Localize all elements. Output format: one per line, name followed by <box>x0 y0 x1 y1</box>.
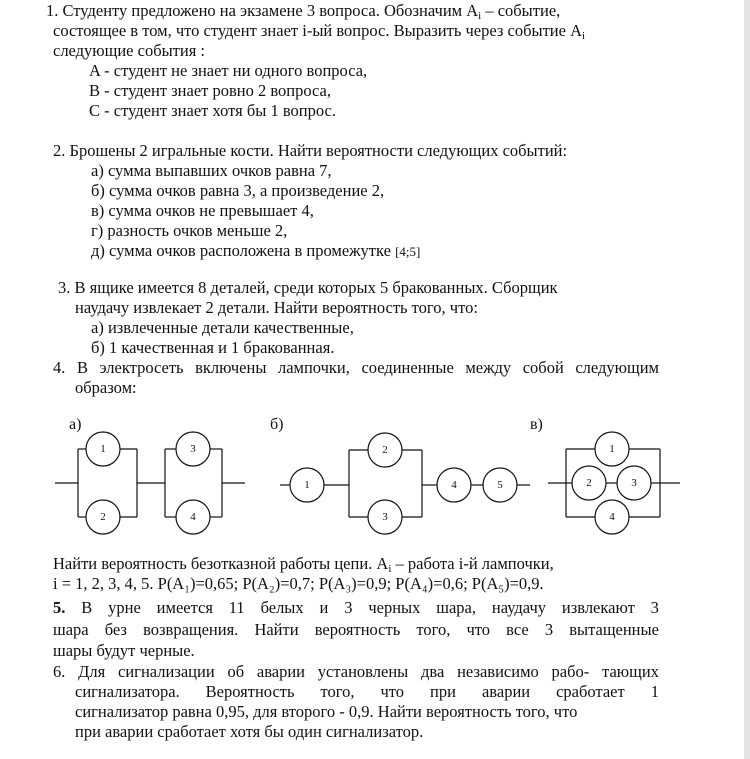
p6-word: тающих <box>602 662 659 681</box>
p5-word: 11 <box>228 598 245 617</box>
p2-item-e-text: д) сумма очков расположена в промежутке <box>91 241 391 260</box>
p3-line2: наудачу извлекает 2 детали. Найти вероятность того, что: <box>75 298 478 317</box>
p5-word: шара, <box>436 598 477 617</box>
p6-line3: сигнализатор равна 0,95, для второго - 0,9. Найти вероятность того, что <box>75 702 578 721</box>
lamp-3-label: 3 <box>190 443 196 455</box>
p5-word: 3 <box>650 598 659 617</box>
p1-line1-text: 1. Студенту предложено на экзамене 3 вопроса. Обозначим A <box>46 1 479 20</box>
p4-word: лампочки, <box>277 358 350 377</box>
p5-line3: шары будут черные. <box>53 641 195 660</box>
circuit-a-label: а) <box>69 416 82 433</box>
p4-word: В <box>76 358 88 377</box>
p6-word: Для <box>78 662 106 681</box>
p1-item-a: A - студент не знает ни одного вопроса, <box>89 61 368 80</box>
p6-word: два <box>421 662 445 681</box>
p4-word: включены <box>195 358 267 377</box>
lamp-3-label: 3 <box>631 477 637 489</box>
p6-word: того, <box>320 682 355 701</box>
p4-line1 <box>53 358 659 378</box>
p6-word: аварии <box>481 682 531 701</box>
p5-word: шара <box>53 620 89 639</box>
p4-word: собой <box>522 358 564 377</box>
lamp-3-label: 3 <box>382 511 388 523</box>
p6-word: установлены <box>317 662 409 681</box>
p4-word: соединенные <box>361 358 454 377</box>
p5-word: возвращения. <box>143 620 239 639</box>
p5-word: вероятность <box>314 620 401 639</box>
p5-word: 3 <box>544 620 554 639</box>
p6-word: при <box>430 682 456 701</box>
lamp-1-label: 1 <box>609 443 615 455</box>
p3-line1: 3. В ящике имеется 8 деталей, среди которых 5 бракованных. Сборщик <box>58 278 558 297</box>
page-edge <box>744 0 750 759</box>
p4-word: между <box>465 358 512 377</box>
lamp-1-label: 1 <box>100 443 106 455</box>
p2-item-e <box>91 241 420 262</box>
p4-sub-i: i <box>388 563 392 575</box>
lamp-2-label: 2 <box>100 511 106 523</box>
p5-word: без <box>104 620 127 639</box>
circuit-c-label: в) <box>530 416 543 433</box>
p2-item-d: г) разность очков меньше 2, <box>91 221 288 240</box>
p6-word: рабо- <box>551 662 590 681</box>
p1-line1 <box>46 1 560 21</box>
p1-line1-text-b: – событие, <box>481 1 561 20</box>
lamp-2-label: 2 <box>586 477 592 489</box>
p6-word: сработает <box>556 682 625 701</box>
p1-item-c: C - студент знает хотя бы 1 вопрос. <box>89 101 336 120</box>
p6-word: аварии <box>256 662 306 681</box>
lamp-4-label: 4 <box>609 511 615 523</box>
p6-word: об <box>227 662 245 681</box>
p5-word: все <box>506 620 529 639</box>
p6-line4: при аварии сработает хотя бы один сигнализатор. <box>75 722 424 741</box>
p6-word: Вероятность <box>205 682 295 701</box>
p5-word: того, <box>416 620 451 639</box>
p1-sub-i: i <box>478 10 482 22</box>
p5-word: белых <box>260 598 304 617</box>
p5-word: имеется <box>156 598 213 617</box>
p6-word: 6. <box>53 662 66 681</box>
p1-line2 <box>53 21 585 41</box>
lamp-5-label: 5 <box>497 479 503 491</box>
circuit-diagrams <box>0 405 700 545</box>
p4-find-line2: i = 1, 2, 3, 4, 5. P(A₁)=0,65; P(A₂)=0,7; P(A₃)=0,9; P(A₄)=0,6; P(A₅)=0,9. <box>53 574 544 593</box>
p5-word: что <box>466 620 491 639</box>
p2-item-c: в) сумма очков не превышает 4, <box>91 201 314 220</box>
p1-item-b: B - студент знает ровно 2 вопроса, <box>89 81 332 100</box>
p5-word: и <box>319 598 329 617</box>
circuit-a <box>55 416 245 534</box>
p2-item-b: б) сумма очков равна 3, а произведение 2, <box>91 181 385 200</box>
p1-line3: следующие события : <box>53 41 206 60</box>
p6-word: независимо <box>457 662 539 681</box>
p2-item-a: а) сумма выпавших очков равна 7, <box>91 161 332 180</box>
p5-word: наудачу <box>491 598 547 617</box>
p4-word: следующим <box>575 358 659 377</box>
p6-line2 <box>75 682 659 702</box>
p5-word: В <box>81 598 93 617</box>
p5-line2 <box>53 620 659 640</box>
p4-find-text: Найти вероятность безотказной работы цепи. A <box>53 554 389 573</box>
lamp-1-label: 1 <box>304 479 310 491</box>
p4-find-text-b: – работа i-й лампочки, <box>391 554 554 573</box>
p6-word: сигнализатора. <box>75 682 180 701</box>
p5-word: Найти <box>254 620 299 639</box>
p6-word: 1 <box>650 682 659 701</box>
p1-line2-text: состоящее в том, что студент знает i-ый вопрос. Выразить через событие A <box>53 21 582 40</box>
p6-word: что <box>380 682 405 701</box>
p6-line1 <box>53 662 659 682</box>
lamp-4-label: 4 <box>190 511 196 523</box>
p5-word: извлекают <box>561 598 635 617</box>
p4-word: электросеть <box>99 358 184 377</box>
circuit-c <box>530 416 680 534</box>
p2-title: 2. Брошены 2 игральные кости. Найти вероятности следующих событий: <box>53 141 568 160</box>
p5-word: 5. <box>53 598 66 617</box>
p5-word: урне <box>108 598 141 617</box>
p4-line2: образом: <box>75 378 137 397</box>
lamp-2-label: 2 <box>382 444 388 456</box>
p3-item-b: б) 1 качественная и 1 бракованная. <box>91 338 335 357</box>
p5-line1 <box>53 598 659 618</box>
p5-word: 3 <box>344 598 353 617</box>
p3-item-a: а) извлеченные детали качественные, <box>91 318 354 337</box>
circuit-b-label: б) <box>270 416 284 433</box>
circuit-b <box>270 416 530 534</box>
p5-word: вытащенные <box>569 620 659 639</box>
p6-word: сигнализации <box>118 662 215 681</box>
p4-find-line1 <box>53 554 554 574</box>
p4-word: 4. <box>53 358 66 377</box>
p2-interval: [4;5] <box>395 244 421 259</box>
lamp-4-label: 4 <box>451 479 457 491</box>
p5-word: черных <box>368 598 421 617</box>
p1-sub-i-2: i <box>581 30 586 42</box>
